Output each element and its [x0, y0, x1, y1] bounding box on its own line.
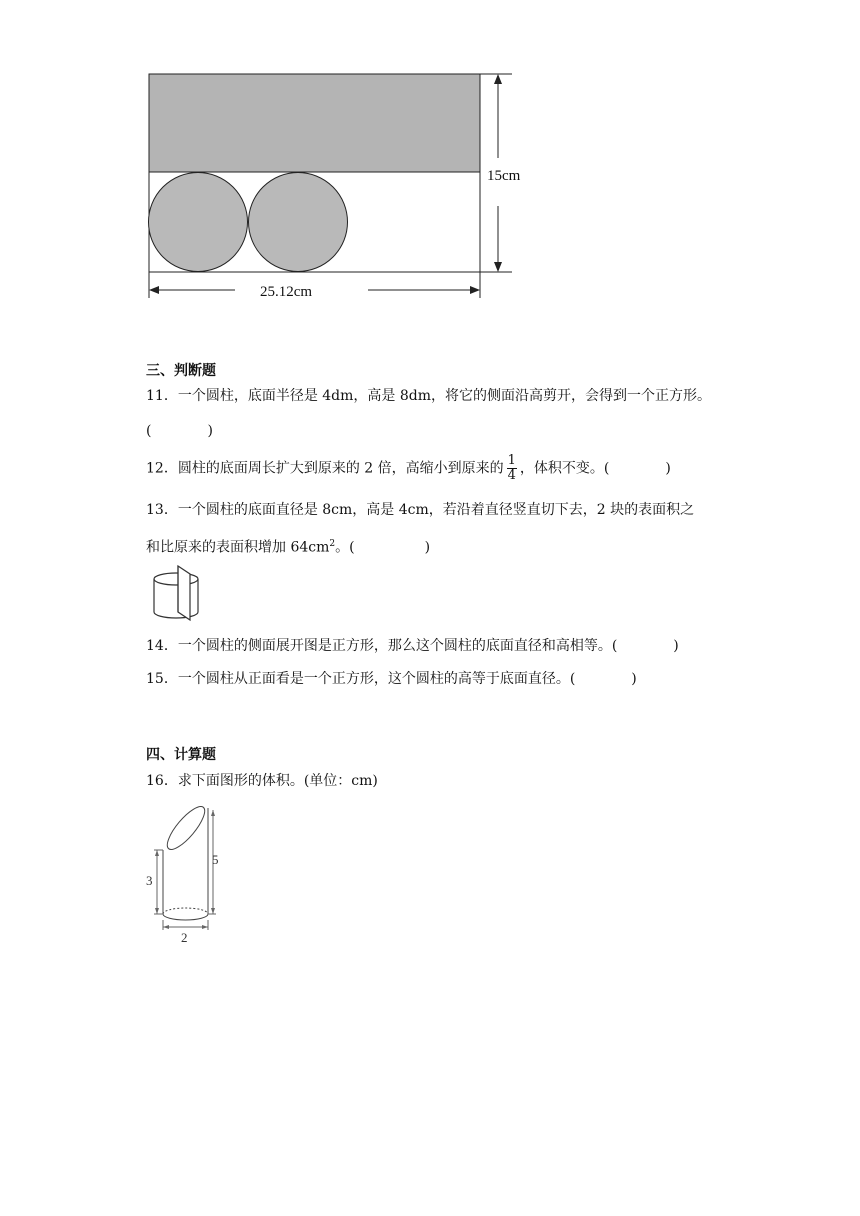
question-12-text-before: 12．圆柱的底面周长扩大到原来的 2 倍，高缩小到原来的: [146, 460, 504, 477]
left-dim-arrow-bottom: [155, 908, 159, 914]
bottom-dim-label: 2: [181, 930, 188, 945]
height-arrow-top: [494, 74, 502, 84]
left-dim-label: 3: [146, 873, 153, 888]
superscript-2: 2: [329, 539, 336, 549]
fraction-numerator: 1: [507, 453, 516, 468]
question-13-line2: [146, 534, 430, 558]
fraction-one-quarter: [507, 454, 517, 483]
height-label: 15cm: [487, 168, 521, 184]
width-arrow-right: [470, 286, 480, 294]
question-13-line1: 13．一个圆柱的底面直径是 8cm，高是 4cm，若沿着直径竖直切下去，2 块的表面积之: [146, 502, 695, 518]
section-3-title: 三、判断题: [146, 363, 216, 379]
slanted-top-ellipse: [162, 806, 210, 854]
bottom-ellipse-back: [163, 908, 208, 914]
circle-left: [149, 173, 248, 272]
rectangle-circles-figure: [140, 66, 540, 306]
right-dim-label: 5: [212, 852, 219, 867]
question-13-text-after: 。( ): [335, 539, 431, 556]
section-4-title: 四、计算题: [146, 747, 216, 763]
shaded-rectangle: [149, 74, 480, 172]
question-15: 15．一个圆柱从正面看是一个正方形，这个圆柱的高等于底面直径。( ): [146, 671, 637, 687]
question-16: 16．求下面图形的体积。(单位：cm): [146, 773, 378, 789]
cylinder-top-ellipse: [154, 573, 198, 585]
right-dim-arrow-top: [211, 810, 215, 816]
height-arrow-bottom: [494, 262, 502, 272]
cut-cylinder-figure: [148, 564, 218, 624]
bottom-dim-arrow-left: [163, 925, 169, 929]
cutting-plane: [178, 566, 190, 620]
fraction-denominator: 4: [507, 468, 516, 483]
question-14: 14．一个圆柱的侧面展开图是正方形，那么这个圆柱的底面直径和高相等。( ): [146, 638, 679, 654]
bottom-dim-arrow-right: [202, 925, 208, 929]
question-11-line1: 11．一个圆柱，底面半径是 4dm，高是 8dm，将它的侧面沿高剪开，会得到一个正方形。: [146, 388, 712, 404]
slanted-cylinder-figure: [140, 806, 240, 948]
question-12-text-after: ，体积不变。( ): [519, 460, 671, 477]
question-11-answer-paren: ( ): [146, 423, 213, 439]
width-label: 25.12cm: [260, 284, 313, 300]
cylinder-bottom-arc: [154, 612, 198, 618]
width-arrow-left: [149, 286, 159, 294]
question-12: [146, 454, 671, 482]
question-13-text-before: 和比原来的表面积增加 64cm: [146, 539, 330, 556]
bottom-ellipse-front: [163, 914, 208, 920]
right-dim-arrow-bottom: [211, 908, 215, 914]
left-dim-arrow-top: [155, 850, 159, 856]
circle-right: [249, 173, 348, 272]
